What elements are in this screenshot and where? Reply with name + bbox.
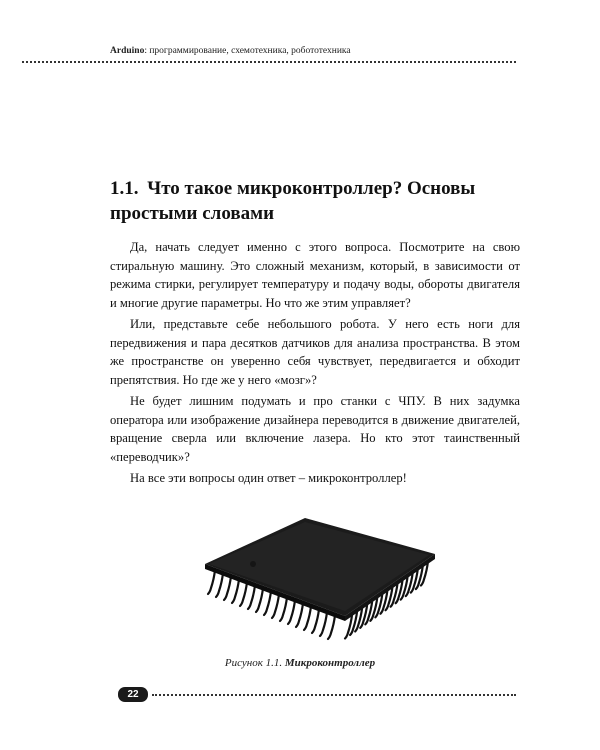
caption-title: Микроконтроллер (284, 657, 376, 669)
chip-pin (296, 603, 303, 627)
chip-pin (240, 582, 247, 606)
page-number: 22 (118, 687, 148, 702)
body-text (110, 238, 520, 491)
chip-pin (208, 570, 215, 594)
header-divider (22, 61, 516, 63)
paragraph: На все эти вопросы один ответ – микроконтроллер! (130, 471, 407, 485)
chip-pin (304, 606, 311, 630)
chip-pin (280, 597, 287, 621)
chip-pin (288, 600, 295, 624)
chip-pin (248, 585, 255, 609)
chip-pin (312, 609, 319, 633)
chip-pin (264, 591, 271, 615)
figure-caption (0, 657, 600, 669)
chip-pin (216, 573, 223, 597)
chip-pin (232, 579, 239, 603)
paragraph: Да, начать следует именно с этого вопроса. Посмотрите на свою стиральную машину. Это сложный механизм, который, в зависимости от режима стирки, регулирует температуру и подачу воды, обороты двигателя и многие другие параметры. Но что же этим управляет? (110, 240, 520, 310)
paragraph: Не будет лишним подумать и про станки с ЧПУ. В них задумка оператора или изображение дизайнера переводится в движение двигателей, вращение сверла или включение лазера. Но кто этот таинственный «переводчик»? (110, 394, 520, 464)
header-brand: Arduino (110, 46, 145, 56)
chip-pin (320, 612, 327, 636)
footer-divider (152, 694, 516, 696)
section-title (110, 176, 530, 226)
chip-pin (224, 576, 231, 600)
running-header (110, 46, 351, 56)
header-subtitle: : программирование, схемотехника, робототехника (144, 46, 351, 56)
chip-pin (256, 588, 263, 612)
section-title-text: Что такое микроконтроллер? Основы простыми словами (110, 178, 476, 224)
chip-pin (328, 615, 335, 639)
caption-prefix: Рисунок 1.1. (224, 657, 283, 669)
chip-pin (272, 594, 279, 618)
paragraph: Или, представьте себе небольшого робота. У него есть ноги для передвижения и пара десятков датчиков для анализа пространства. В этом же пространстве он уверенно себя чувствует, передвигается и обходит препятствия. Но где же у него «мозг»? (110, 317, 520, 387)
section-number: 1.1. (110, 178, 139, 199)
microcontroller-chip-image (195, 512, 445, 647)
